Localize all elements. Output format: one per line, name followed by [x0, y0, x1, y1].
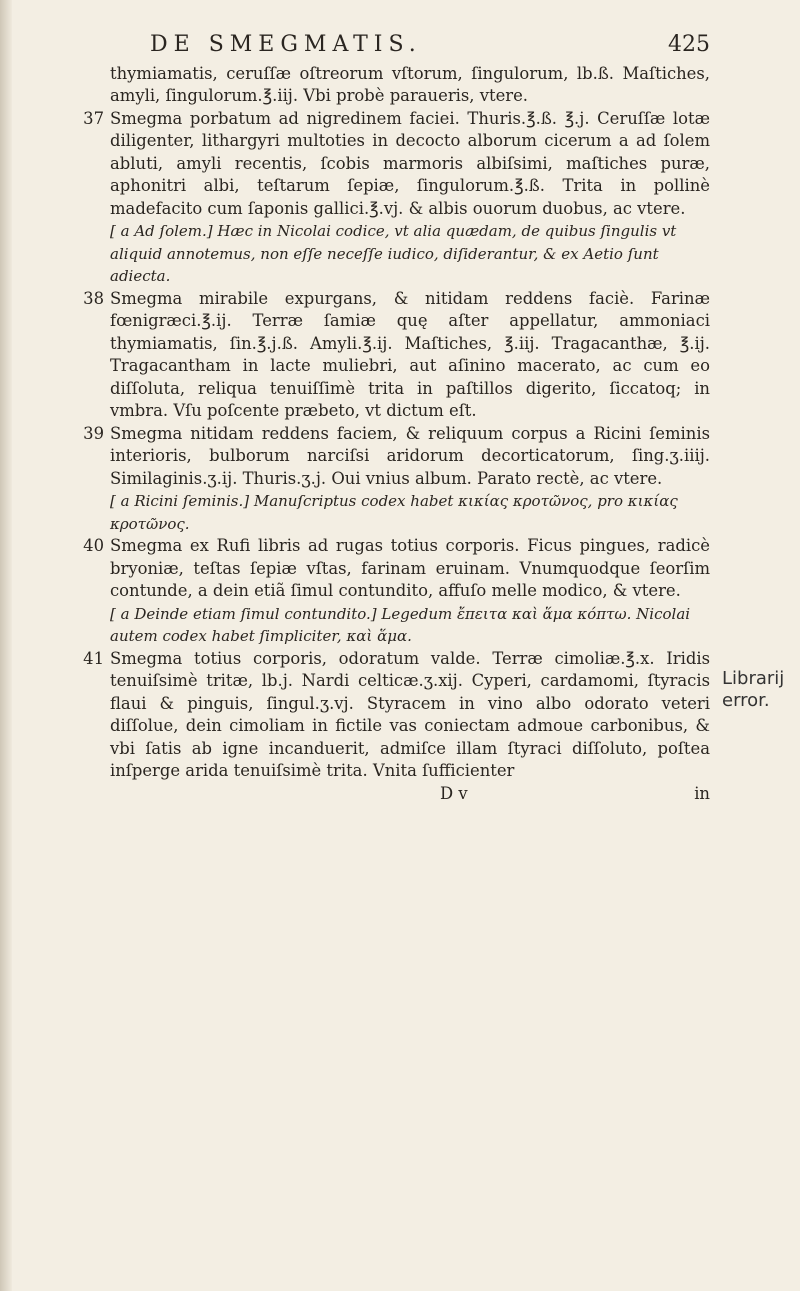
paragraph [83, 288, 710, 423]
paragraph [83, 648, 710, 783]
footer-line [110, 783, 710, 806]
paragraph-text: Smegma mirabile expurgans, & nitidam reddens faciè. Farinæ fœnigræci.℥.ij. Terræ ſamiæ quę aſter appellatur, ammoniaci thymiamatis, ſin.℥.j.ß. Amyli.℥.ij. Maſtiches, ℥.iij. Tragacanthæ, ℥.ij. Tragacantham in lacte muliebri, aut aſinino macerato, ac cum eo diſſoluta, reliqua tenuiſſimè trita in paſtillos digerito, ſiccatoq; in vmbra. Vſu poſcente præbeto, vt dictum eſt. [110, 288, 710, 420]
paragraph-text: [ a Ad ſolem.] Hæc in Nicolai codice, vt alia quædam, de quibus ſingulis vt aliquid annotemus, non eſſe neceſſe iudico, diſiderantur, & ex Aetio ſunt adiecta. [110, 222, 677, 285]
recipe-number: 37 [83, 108, 104, 128]
paragraph [83, 108, 710, 221]
paragraph-text: Smegma ex Rufi libris ad rugas totius corporis. Ficus pingues, radicè bryoniæ, teſtas ſepiæ vſtas, farinam eruinam. Vnumquodque ſeorſim contunde, a dein etiã ſimul contundito, affuſo melle modico, & vtere. [110, 536, 710, 600]
page-number: 425 [668, 32, 710, 57]
recipe-number: 38 [83, 288, 104, 308]
catchword: in [694, 783, 710, 803]
paragraph [110, 63, 710, 108]
running-header [110, 34, 710, 57]
text-body [83, 63, 710, 783]
paragraph-text: Smegma nitidam reddens faciem, & reliquum corpus a Ricini ſeminis interioris, bulborum narciſsi aridorum decorticatorum, ſing.ʒ.iiij. Similaginis.ʒ.ij. Thuris.ʒ.j. Oui vnius album. Parato rectè, ac vtere. [110, 423, 710, 488]
recipe-number: 40 [83, 536, 104, 555]
recipe-number: 39 [83, 423, 104, 443]
footnote [110, 220, 710, 288]
signature-mark: D v [440, 783, 468, 803]
margin-note: Librarij error. [722, 668, 785, 711]
header-title: DE SMEGMATIS. [150, 32, 422, 57]
paragraph-text: Smegma totius corporis, odoratum valde. Terræ cimoliæ.℥.x. Iridis tenuiſsimè tritæ, lb.j. Nardi celticæ.ʒ.xij. Cyperi, cardamomi, ſtyracis flaui & pinguis, ſingul.ʒ.vj. Styracem in vino albo odorato veteri diſſolue, dein cimoliam in fictile vas coniectam admoue carbonibus, & vbi ſatis ab igne incanduerit, admiſce illam ſtyraci diſſoluto, poſtea inſperge arida tenuiſsimè trita. Vnita ſufficienter [110, 648, 710, 780]
paragraph-text: [ a Ricini ſeminis.] Manuſcriptus codex habet κικίας κροτῶνος, pro κικίας κροτῶνος. [110, 492, 678, 533]
paragraph-text: thymiamatis, ceruſſæ oſtreorum vſtorum, ſingulorum, lb.ß. Maſtiches, amyli, ſingulorum.℥.iij. Vbi probè paraueris, vtere. [110, 63, 710, 105]
paragraph-text: [ a Deinde etiam ſimul contundito.] Legedum ἔπειτα καὶ ἅμα κόπτω. Nicolai autem codex habet ſimpliciter, καὶ ἅμα. [110, 604, 691, 645]
paragraph [83, 535, 710, 603]
page-content [83, 32, 710, 805]
paragraph-text: Smegma porbatum ad nigredinem faciei. Thuris.℥.ß. ℥.j. Ceruſſæ lotæ diligenter, lithargyri multoties in decocto alborum cicerum a ad ſolem abluti, amyli recentis, ſcobis marmoris albiſsimi, maſtiches puræ, aphonitri albi, teſtarum ſepiæ, ſingulorum.℥.ß. Trita in pollinè madefacito cum ſaponis gallici.℥.vj. & albis ouorum duobus, ac vtere. [110, 108, 710, 218]
paragraph [83, 423, 710, 491]
page-edge [0, 0, 12, 1291]
footnote [110, 490, 710, 535]
footnote [110, 603, 710, 648]
recipe-number: 41 [83, 648, 104, 668]
